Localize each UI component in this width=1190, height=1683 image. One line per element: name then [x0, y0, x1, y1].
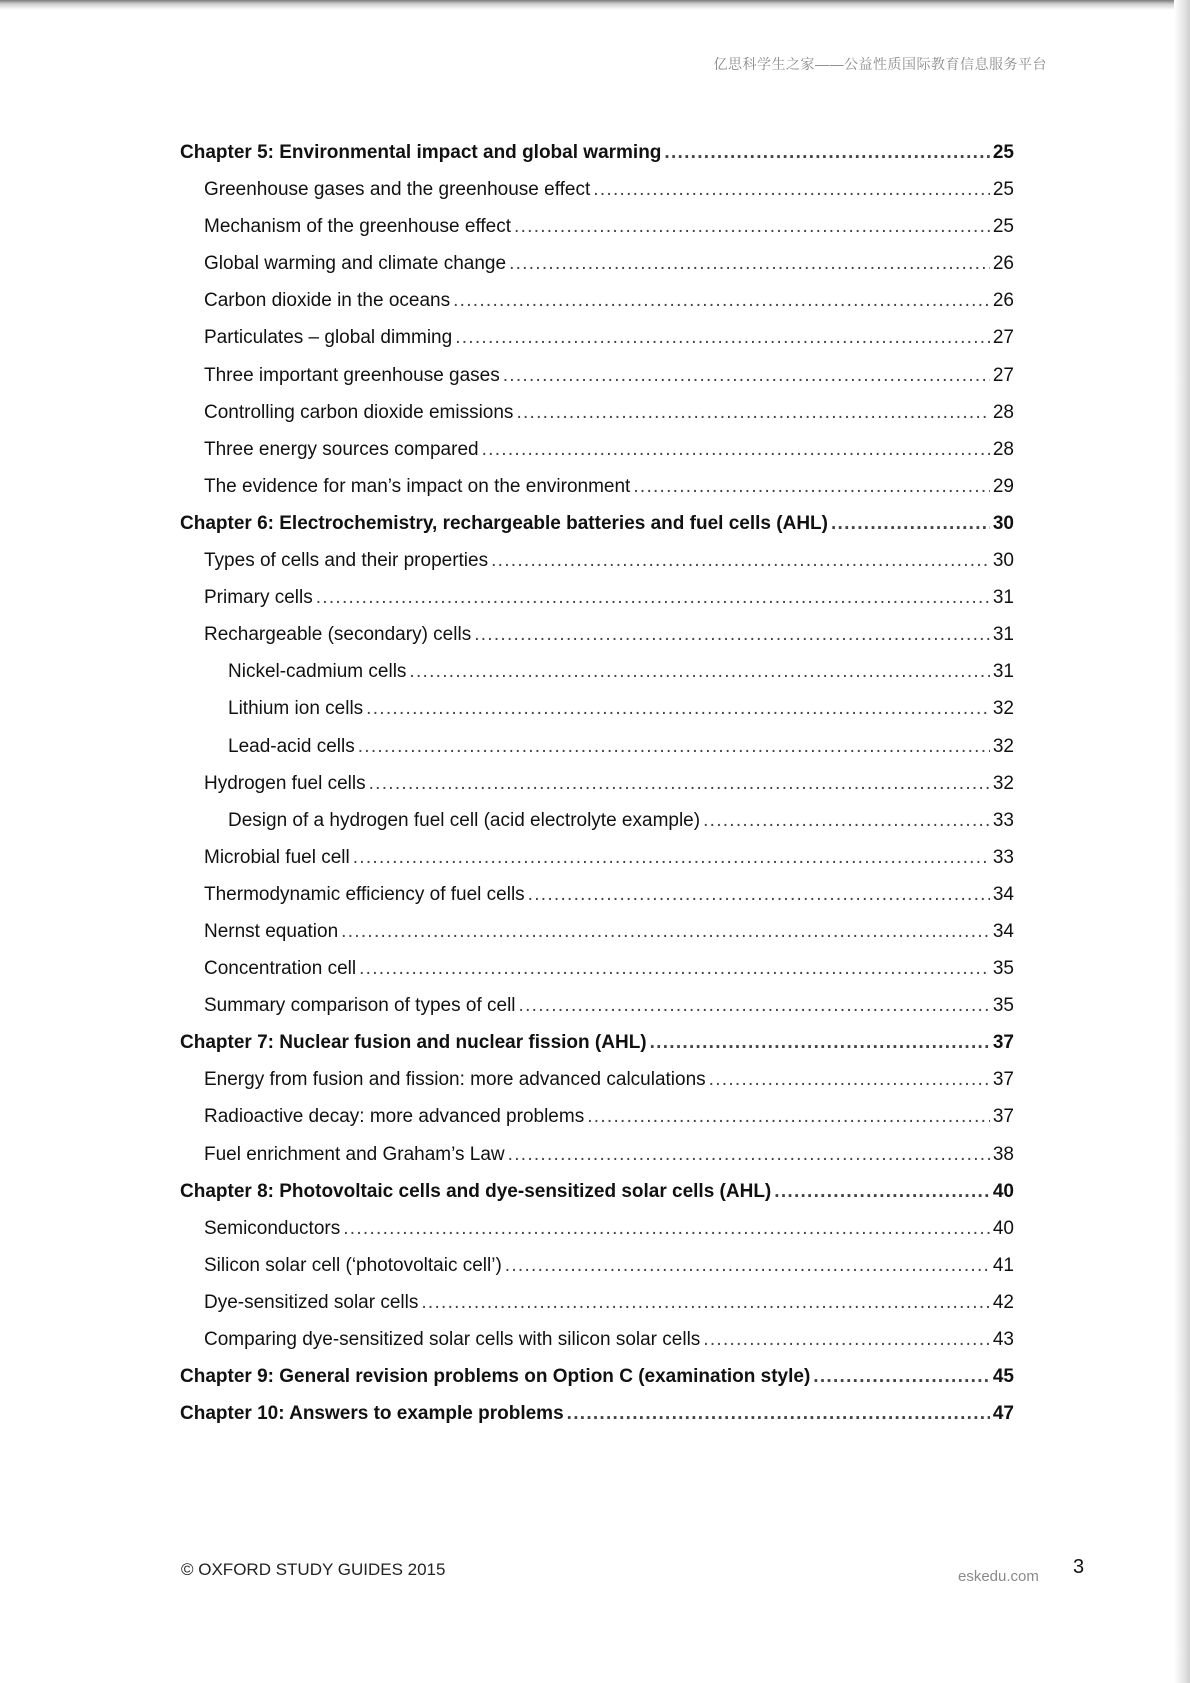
toc-entry-page: 34	[992, 920, 1014, 942]
toc-chapter-entry	[180, 1395, 1014, 1432]
toc-section-entry	[180, 208, 1014, 245]
toc-entry-title: Types of cells and their properties	[204, 550, 489, 572]
toc-section-entry	[180, 1247, 1014, 1284]
toc-entry-page: 37	[992, 1069, 1014, 1091]
dot-leader	[503, 357, 990, 394]
toc-section-entry	[180, 950, 1014, 987]
footer-site-watermark: eskedu.com	[958, 1568, 1039, 1585]
dot-leader	[650, 1024, 990, 1061]
toc-section-entry	[180, 876, 1014, 913]
toc-entry-page: 35	[992, 995, 1014, 1017]
toc-entry-title: Chapter 7: Nuclear fusion and nuclear fission (AHL)	[180, 1032, 647, 1054]
scan-shadow-right	[1174, 0, 1190, 1683]
dot-leader	[366, 690, 990, 727]
toc-entry-title: Carbon dioxide in the oceans	[204, 290, 451, 312]
toc-section-entry	[180, 802, 1014, 839]
toc-entry-title: Microbial fuel cell	[204, 846, 350, 868]
toc-entry-title: Mechanism of the greenhouse effect	[204, 216, 512, 238]
table-of-contents	[180, 134, 1014, 1432]
toc-section-entry	[180, 542, 1014, 579]
toc-entry-title: The evidence for man’s impact on the environment	[204, 475, 631, 497]
toc-entry-title: Energy from fusion and fission: more advanced calculations	[204, 1069, 706, 1091]
toc-chapter-entry	[180, 1173, 1014, 1210]
toc-entry-page: 34	[992, 883, 1014, 905]
footer-copyright: © OXFORD STUDY GUIDES 2015	[181, 1560, 446, 1579]
toc-entry-page: 33	[992, 809, 1014, 831]
toc-chapter-entry	[180, 1358, 1014, 1395]
toc-section-entry	[180, 1098, 1014, 1135]
toc-section-entry	[180, 245, 1014, 282]
dot-leader	[831, 505, 990, 542]
dot-leader	[453, 282, 990, 319]
toc-entry-title: Rechargeable (secondary) cells	[204, 624, 472, 646]
toc-entry-page: 28	[992, 438, 1014, 460]
dot-leader	[509, 245, 990, 282]
dot-leader	[482, 431, 990, 468]
toc-section-entry	[180, 1321, 1014, 1358]
toc-section-entry	[180, 728, 1014, 765]
dot-leader	[421, 1284, 990, 1321]
toc-entry-title: Three important greenhouse gases	[204, 364, 500, 386]
toc-section-entry	[180, 171, 1014, 208]
toc-entry-page: 27	[992, 327, 1014, 349]
toc-entry-title: Silicon solar cell (‘photovoltaic cell’)	[204, 1254, 502, 1276]
toc-entry-title: Nickel-cadmium cells	[228, 661, 407, 683]
dot-leader	[587, 1098, 990, 1135]
dot-leader	[369, 765, 990, 802]
toc-entry-page: 47	[992, 1403, 1014, 1425]
toc-entry-title: Hydrogen fuel cells	[204, 772, 366, 794]
toc-entry-page: 40	[992, 1180, 1014, 1202]
toc-section-entry	[180, 913, 1014, 950]
toc-section-entry	[180, 839, 1014, 876]
toc-entry-title: Chapter 6: Electrochemistry, rechargeable batteries and fuel cells (AHL)	[180, 512, 828, 534]
toc-entry-page: 29	[992, 475, 1014, 497]
dot-leader	[516, 394, 989, 431]
dot-leader	[409, 653, 989, 690]
dot-leader	[341, 913, 990, 950]
toc-entry-title: Concentration cell	[204, 958, 357, 980]
toc-section-entry	[180, 616, 1014, 653]
toc-section-entry	[180, 394, 1014, 431]
dot-leader	[359, 950, 990, 987]
toc-entry-page: 38	[992, 1143, 1014, 1165]
toc-entry-page: 41	[992, 1254, 1014, 1276]
toc-section-entry	[180, 357, 1014, 394]
toc-entry-title: Radioactive decay: more advanced problems	[204, 1106, 585, 1128]
toc-entry-page: 25	[992, 216, 1014, 238]
dot-leader	[774, 1173, 990, 1210]
toc-entry-page: 27	[992, 364, 1014, 386]
toc-entry-title: Global warming and climate change	[204, 253, 507, 275]
toc-entry-page: 25	[992, 179, 1014, 201]
dot-leader	[474, 616, 990, 653]
toc-section-entry	[180, 987, 1014, 1024]
toc-section-entry	[180, 431, 1014, 468]
toc-section-entry	[180, 1210, 1014, 1247]
toc-entry-page: 26	[992, 253, 1014, 275]
toc-chapter-entry	[180, 1024, 1014, 1061]
toc-section-entry	[180, 579, 1014, 616]
toc-section-entry	[180, 690, 1014, 727]
toc-entry-page: 43	[992, 1329, 1014, 1350]
dot-leader	[703, 1321, 990, 1358]
toc-section-entry	[180, 765, 1014, 802]
toc-entry-page: 31	[992, 624, 1014, 646]
dot-leader	[813, 1358, 990, 1395]
dot-leader	[593, 171, 990, 208]
toc-entry-title: Three energy sources compared	[204, 438, 479, 460]
toc-entry-page: 45	[992, 1366, 1014, 1388]
toc-section-entry	[180, 319, 1014, 356]
dot-leader	[528, 876, 990, 913]
dot-leader	[455, 319, 990, 356]
toc-entry-page: 37	[992, 1106, 1014, 1128]
dot-leader	[514, 208, 990, 245]
dot-leader	[353, 839, 990, 876]
toc-entry-title: Lead-acid cells	[228, 735, 355, 757]
dot-leader	[505, 1247, 990, 1284]
toc-entry-title: Controlling carbon dioxide emissions	[204, 401, 514, 423]
toc-section-entry	[180, 1061, 1014, 1098]
page-number: 3	[1073, 1556, 1085, 1578]
toc-entry-page: 42	[992, 1291, 1014, 1313]
toc-entry-page: 28	[992, 401, 1014, 423]
toc-entry-title: Summary comparison of types of cell	[204, 995, 516, 1017]
dot-leader	[703, 802, 990, 839]
toc-entry-page: 31	[992, 661, 1014, 683]
toc-entry-title: Chapter 10: Answers to example problems	[180, 1403, 564, 1425]
toc-entry-title: Comparing dye-sensitized solar cells with silicon solar cells	[204, 1329, 701, 1350]
toc-entry-title: Chapter 9: General revision problems on Option C (examination style)	[180, 1366, 811, 1388]
toc-entry-page: 37	[992, 1032, 1014, 1054]
toc-entry-title: Greenhouse gases and the greenhouse effect	[204, 179, 591, 201]
toc-entry-page: 30	[992, 512, 1014, 534]
dot-leader	[358, 728, 990, 765]
dot-leader	[633, 468, 990, 505]
toc-entry-title: Dye-sensitized solar cells	[204, 1291, 419, 1313]
toc-entry-title: Thermodynamic efficiency of fuel cells	[204, 883, 525, 905]
toc-section-entry	[180, 468, 1014, 505]
toc-entry-title: Nernst equation	[204, 920, 339, 942]
toc-entry-page: 33	[992, 846, 1014, 868]
toc-entry-title: Semiconductors	[204, 1217, 341, 1239]
toc-entry-page: 25	[992, 142, 1014, 163]
toc-entry-title: Chapter 5: Environmental impact and global warming	[180, 142, 662, 163]
toc-section-entry	[180, 282, 1014, 319]
toc-entry-page: 32	[992, 772, 1014, 794]
toc-entry-page: 35	[992, 958, 1014, 980]
toc-entry-page: 32	[992, 735, 1014, 757]
toc-section-entry	[180, 653, 1014, 690]
toc-section-entry	[180, 1284, 1014, 1321]
dot-leader	[664, 134, 989, 171]
toc-entry-page: 40	[992, 1217, 1014, 1239]
header-watermark: 亿思科学生之家——公益性质国际教育信息服务平台	[713, 56, 1047, 72]
toc-entry-page: 32	[992, 698, 1014, 720]
toc-section-entry	[180, 1136, 1014, 1173]
toc-entry-title: Primary cells	[204, 587, 313, 609]
toc-entry-page: 26	[992, 290, 1014, 312]
dot-leader	[567, 1395, 990, 1432]
dot-leader	[519, 987, 990, 1024]
toc-entry-title: Design of a hydrogen fuel cell (acid electrolyte example)	[228, 809, 701, 831]
scan-shadow-top	[0, 0, 1190, 10]
dot-leader	[491, 542, 990, 579]
dot-leader	[508, 1136, 990, 1173]
dot-leader	[709, 1061, 990, 1098]
toc-entry-title: Particulates – global dimming	[204, 327, 453, 349]
toc-entry-title: Chapter 8: Photovoltaic cells and dye-sensitized solar cells (AHL)	[180, 1180, 772, 1202]
dot-leader	[316, 579, 990, 616]
toc-entry-title: Fuel enrichment and Graham’s Law	[204, 1143, 505, 1165]
toc-entry-page: 31	[992, 587, 1014, 609]
toc-chapter-entry	[180, 505, 1014, 542]
dot-leader	[343, 1210, 990, 1247]
toc-chapter-entry	[180, 134, 1014, 171]
toc-entry-page: 30	[992, 550, 1014, 572]
toc-entry-title: Lithium ion cells	[228, 698, 364, 720]
